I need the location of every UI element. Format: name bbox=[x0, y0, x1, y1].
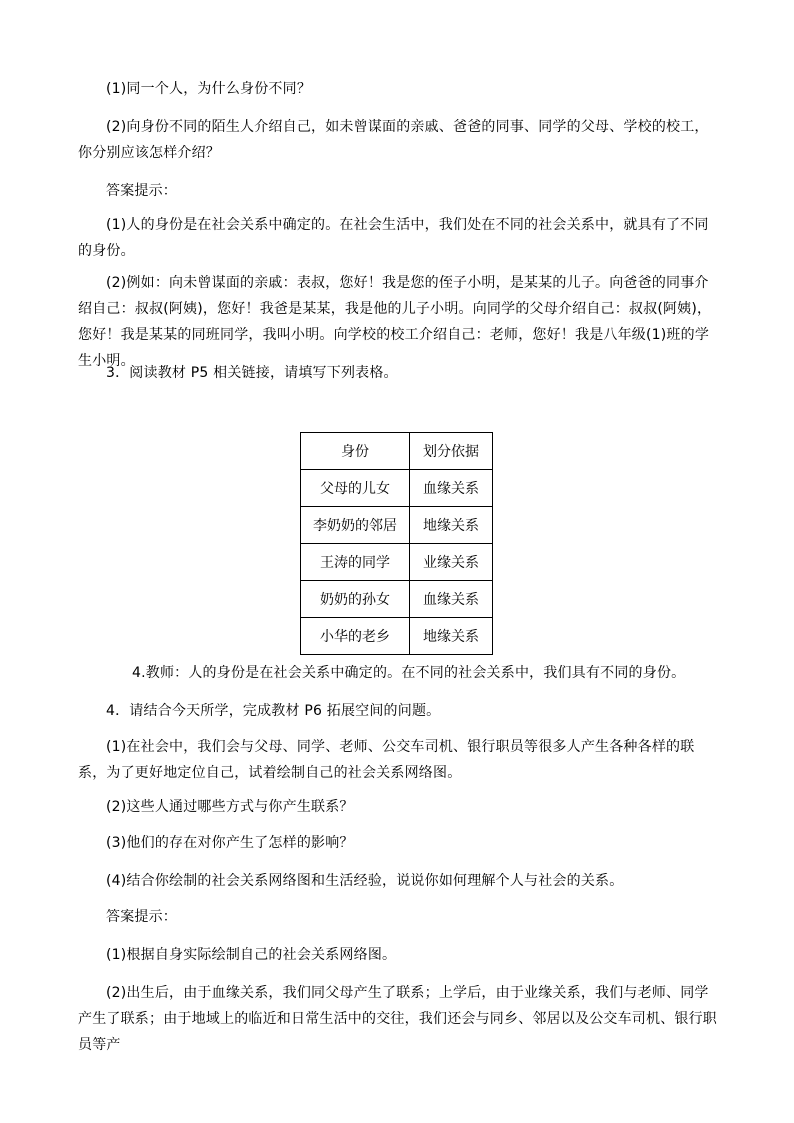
answer-2: (2)例如：向未曾谋面的亲戚：表叔，您好！我是您的侄子小明，是某某的儿子。向爸爸的同事介绍自己：叔叔(阿姨)，您好！我爸是某某，我是他的儿子小明。向同学的父母介绍自己：叔叔(阿姨)，您好！我是某某的同班同学，我叫小明。向学校的校工介绍自己：老师，您好！我是八年级(1)班的学生小明。 bbox=[78, 275, 712, 369]
answer-hint-label-2: 答案提示： bbox=[106, 909, 177, 925]
table-header-identity: 身份 bbox=[301, 433, 410, 470]
answer-1: (1)人的身份是在社会关系中确定的。在社会生活中，我们处在不同的社会关系中，就具有了不同的身份。 bbox=[78, 217, 709, 259]
table-row bbox=[301, 581, 493, 618]
answer-hint-label: 答案提示： bbox=[106, 183, 177, 199]
table-row bbox=[301, 618, 493, 655]
table-cell-basis: 血缘关系 bbox=[410, 581, 493, 618]
table-header-row bbox=[301, 433, 493, 470]
table-header-basis: 划分依据 bbox=[410, 433, 493, 470]
answer-4-2: (2)出生后，由于血缘关系，我们同父母产生了联系；上学后，由于业缘关系，我们与老师、同学产生了联系；由于地域上的临近和日常生活中的交往，我们还会与同乡、邻居以及公交车司机、银行职员等产 bbox=[78, 985, 717, 1053]
question-1: (1)同一个人，为什么身份不同？ bbox=[106, 81, 312, 97]
table-cell-basis: 业缘关系 bbox=[410, 544, 493, 581]
table-row bbox=[301, 470, 493, 507]
table-cell-basis: 血缘关系 bbox=[410, 470, 493, 507]
table-cell-basis: 地缘关系 bbox=[410, 507, 493, 544]
item-4-question-1: (1)在社会中，我们会与父母、同学、老师、公交车司机、银行职员等很多人产生各种各样的联系，为了更好地定位自己，试着绘制自己的社会关系网络图。 bbox=[78, 739, 695, 781]
table-cell-identity: 父母的儿女 bbox=[301, 470, 410, 507]
item-4-question-4: (4)结合你绘制的社会关系网络图和生活经验，说说你如何理解个人与社会的关系。 bbox=[106, 873, 624, 889]
table-cell-identity: 王涛的同学 bbox=[301, 544, 410, 581]
table-cell-identity: 李奶奶的邻居 bbox=[301, 507, 410, 544]
table-cell-basis: 地缘关系 bbox=[410, 618, 493, 655]
identity-table bbox=[300, 432, 493, 655]
question-2: (2)向身份不同的陌生人介绍自己，如未曾谋面的亲戚、爸爸的同事、同学的父母、学校的校工，你分别应该怎样介绍？ bbox=[78, 119, 709, 161]
teacher-note-4: 4.教师：人的身份是在社会关系中确定的。在不同的社会关系中，我们具有不同的身份。 bbox=[132, 665, 686, 681]
table-cell-identity: 小华的老乡 bbox=[301, 618, 410, 655]
table-cell-identity: 奶奶的孙女 bbox=[301, 581, 410, 618]
item-4-question-3: (3)他们的存在对你产生了怎样的影响？ bbox=[106, 835, 354, 851]
answer-4-1: (1)根据自身实际绘制自己的社会关系网络图。 bbox=[106, 947, 397, 963]
table-row bbox=[301, 544, 493, 581]
item-3-instruction: 3．阅读教材 P5 相关链接，请填写下列表格。 bbox=[106, 365, 398, 381]
item-4-question-2: (2)这些人通过哪些方式与你产生联系？ bbox=[106, 799, 354, 815]
table-row bbox=[301, 507, 493, 544]
item-4-instruction: 4．请结合今天所学，完成教材 P6 拓展空间的问题。 bbox=[106, 703, 441, 719]
